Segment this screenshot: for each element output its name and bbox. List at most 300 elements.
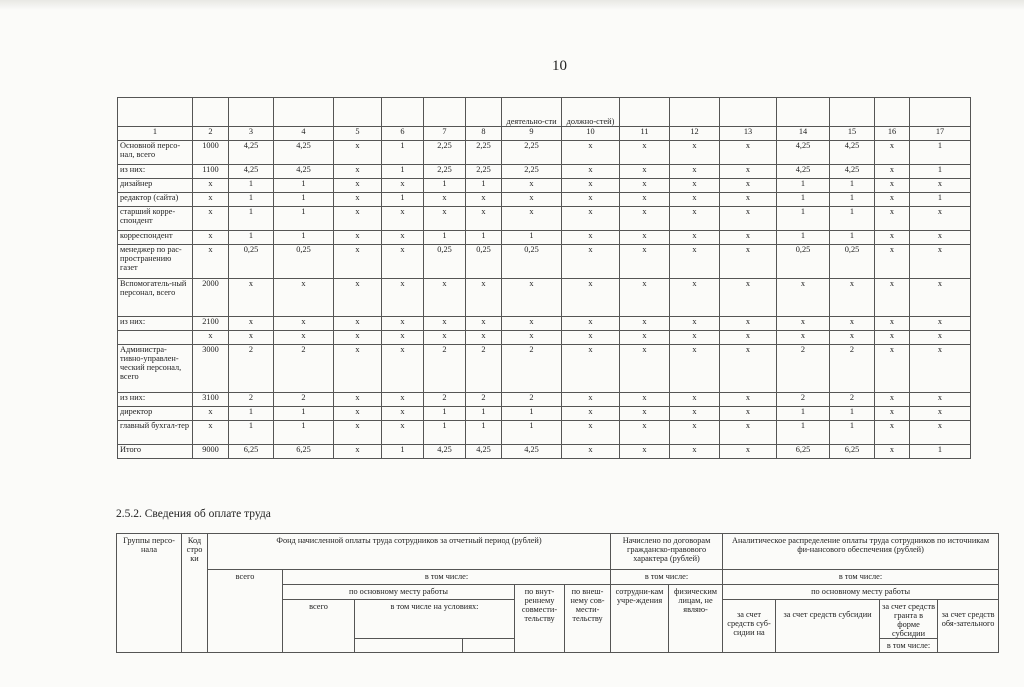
row-label: Вспомогатель-ный персонал, всего (118, 279, 193, 317)
cell: 2 (502, 393, 562, 407)
cell: 2,25 (466, 141, 502, 165)
cell: 1 (229, 179, 274, 193)
cell: x (334, 193, 382, 207)
cell: x (720, 345, 777, 393)
cell: 1 (777, 421, 830, 445)
cell: 17 (910, 127, 971, 141)
cell: x (193, 331, 229, 345)
cell: x (562, 245, 620, 279)
cell: x (720, 445, 777, 459)
cell: x (875, 207, 910, 231)
cell: x (670, 193, 720, 207)
cell: 2 (424, 393, 466, 407)
cell: 2 (229, 393, 274, 407)
cell: x (875, 393, 910, 407)
row-label: 1 (118, 127, 193, 141)
header-row (118, 98, 971, 127)
cell: x (720, 421, 777, 445)
cell: 1 (910, 141, 971, 165)
cell: x (382, 421, 424, 445)
table-row (118, 317, 971, 331)
header-main-place: по основному месту работы (283, 585, 515, 600)
cell: x (670, 421, 720, 445)
cell: 1 (777, 179, 830, 193)
cell: x (670, 231, 720, 245)
cell: x (720, 231, 777, 245)
staff-table (117, 97, 971, 459)
cell: x (562, 231, 620, 245)
cell: x (875, 421, 910, 445)
cell: деятельно-сти (502, 98, 562, 127)
cell: 4,25 (274, 141, 334, 165)
cell: x (910, 421, 971, 445)
table-row (118, 345, 971, 393)
cell: 9000 (193, 445, 229, 459)
table-row (118, 165, 971, 179)
cell: x (875, 231, 910, 245)
cell: 1 (466, 231, 502, 245)
header-subsidy-task: за счет средств суб-сидии на (723, 600, 776, 653)
cell: 2 (466, 393, 502, 407)
table-row (118, 331, 971, 345)
row-label: старший корре-спондент (118, 207, 193, 231)
cell: 16 (875, 127, 910, 141)
cell: 0,25 (777, 245, 830, 279)
cell: 4,25 (424, 445, 466, 459)
header-total: всего (208, 570, 283, 653)
cell (670, 98, 720, 127)
cell: 4,25 (777, 165, 830, 179)
row-label: Итого (118, 445, 193, 459)
row-label: корреспондент (118, 231, 193, 245)
header-subtotal: всего (283, 600, 355, 653)
cell: x (334, 445, 382, 459)
cell: x (620, 317, 670, 331)
cell: x (910, 279, 971, 317)
cell: x (424, 193, 466, 207)
cell: 1 (382, 193, 424, 207)
empty-cell (463, 639, 515, 653)
cell: x (562, 331, 620, 345)
row-label: из них: (118, 165, 193, 179)
table-row (118, 421, 971, 445)
cell: x (720, 331, 777, 345)
cell: x (620, 179, 670, 193)
cell: 2 (229, 345, 274, 393)
cell: 1 (466, 407, 502, 421)
scan-edge-shadow (0, 0, 1024, 10)
cell: x (502, 279, 562, 317)
header-grant: за счет средств гранта в форме субсидии (880, 600, 938, 639)
cell: x (334, 231, 382, 245)
cell: 5 (334, 127, 382, 141)
cell: 1 (229, 193, 274, 207)
table-row (118, 207, 971, 231)
cell: 8 (466, 127, 502, 141)
cell: x (910, 179, 971, 193)
cell: x (502, 317, 562, 331)
cell: x (502, 179, 562, 193)
cell: x (720, 179, 777, 193)
cell: 14 (777, 127, 830, 141)
cell: x (720, 165, 777, 179)
cell: x (562, 421, 620, 445)
cell: x (193, 407, 229, 421)
header-groups: Группы персо-нала (117, 534, 182, 653)
cell: x (334, 179, 382, 193)
cell: x (777, 317, 830, 331)
cell: 1 (229, 207, 274, 231)
header-employees: сотрудни-кам учре-ждения (611, 585, 669, 653)
cell: x (334, 207, 382, 231)
cell: x (334, 279, 382, 317)
cell: 1 (229, 421, 274, 445)
cell: 1 (830, 207, 875, 231)
cell: x (382, 331, 424, 345)
cell: x (562, 193, 620, 207)
cell: 4 (274, 127, 334, 141)
cell: x (875, 179, 910, 193)
row-label: из них: (118, 393, 193, 407)
table-row (118, 179, 971, 193)
cell: x (777, 279, 830, 317)
empty-cell (355, 639, 463, 653)
cell: x (334, 317, 382, 331)
cell: 1 (502, 231, 562, 245)
cell: 1 (424, 179, 466, 193)
header-grant-including: в том числе: (880, 639, 938, 653)
cell: x (466, 317, 502, 331)
cell: 2,25 (424, 165, 466, 179)
header-conditions: в том числе на условиях: (355, 600, 515, 639)
cell: x (910, 245, 971, 279)
cell: 2 (274, 393, 334, 407)
cell: x (875, 141, 910, 165)
cell: 2 (830, 345, 875, 393)
section-title: 2.5.2. Сведения об оплате труда (116, 508, 271, 520)
cell: 6 (382, 127, 424, 141)
cell: x (620, 165, 670, 179)
table-row (118, 393, 971, 407)
cell: 2 (274, 345, 334, 393)
cell (777, 98, 830, 127)
cell: 1 (777, 407, 830, 421)
cell: x (875, 407, 910, 421)
cell: x (334, 245, 382, 279)
cell: 3 (229, 127, 274, 141)
row-label: Основной персо-нал, всего (118, 141, 193, 165)
cell: 1 (830, 407, 875, 421)
cell: x (562, 317, 620, 331)
cell (193, 98, 229, 127)
cell: 9 (502, 127, 562, 141)
cell: x (620, 193, 670, 207)
cell: x (875, 331, 910, 345)
cell: 0,25 (424, 245, 466, 279)
column-numbers-row (118, 127, 971, 141)
cell (466, 98, 502, 127)
cell: x (620, 141, 670, 165)
cell: x (875, 279, 910, 317)
cell: x (466, 193, 502, 207)
cell: 1 (274, 193, 334, 207)
cell: x (720, 207, 777, 231)
cell: 2 (502, 345, 562, 393)
cell (229, 98, 274, 127)
row-label (118, 331, 193, 345)
cell: x (830, 317, 875, 331)
cell: 2,25 (424, 141, 466, 165)
cell: x (562, 279, 620, 317)
cell: 7 (424, 127, 466, 141)
cell: x (875, 245, 910, 279)
cell: 1 (830, 179, 875, 193)
cell: x (910, 317, 971, 331)
cell: x (670, 393, 720, 407)
cell: 0,25 (502, 245, 562, 279)
cell: 2000 (193, 279, 229, 317)
cell: x (910, 331, 971, 345)
header-subsidy: за счет средств субсидии (776, 600, 880, 653)
cell: x (562, 141, 620, 165)
cell: 1 (274, 421, 334, 445)
cell: 11 (620, 127, 670, 141)
cell: x (720, 279, 777, 317)
cell: 0,25 (466, 245, 502, 279)
cell (334, 98, 382, 127)
cell: 4,25 (830, 165, 875, 179)
cell: 2 (466, 345, 502, 393)
cell: x (875, 445, 910, 459)
cell: x (562, 165, 620, 179)
cell (382, 98, 424, 127)
cell: 4,25 (502, 445, 562, 459)
cell: 2,25 (466, 165, 502, 179)
cell: 10 (562, 127, 620, 141)
cell (875, 98, 910, 127)
cell: x (720, 141, 777, 165)
cell: x (382, 407, 424, 421)
cell: должно-стей) (562, 98, 620, 127)
cell: x (382, 231, 424, 245)
row-label: дизайнер (118, 179, 193, 193)
cell: x (424, 317, 466, 331)
cell: 2 (830, 393, 875, 407)
cell: 1 (910, 165, 971, 179)
cell: 3100 (193, 393, 229, 407)
cell: x (670, 445, 720, 459)
cell: 0,25 (830, 245, 875, 279)
cell: x (910, 207, 971, 231)
cell: x (620, 279, 670, 317)
cell: 1 (424, 421, 466, 445)
cell: 6,25 (229, 445, 274, 459)
cell: x (382, 317, 424, 331)
cell: x (910, 407, 971, 421)
cell: x (670, 317, 720, 331)
cell: 4,25 (274, 165, 334, 179)
cell: x (620, 407, 670, 421)
cell: x (274, 331, 334, 345)
cell: x (193, 231, 229, 245)
cell: x (502, 193, 562, 207)
cell (274, 98, 334, 127)
cell: 1 (777, 193, 830, 207)
cell: x (382, 279, 424, 317)
pay-table (116, 533, 999, 653)
cell: 4,25 (229, 141, 274, 165)
header-external: по внеш-нему сов-мести-тельству (565, 585, 611, 653)
cell: 1 (777, 207, 830, 231)
row-label: менеджер по рас-пространению газет (118, 245, 193, 279)
cell: x (620, 445, 670, 459)
header-contracts: Начислено по договорам гражданско-правового характера (рублей) (611, 534, 723, 570)
header-fund: Фонд начисленной оплаты труда сотрудников за отчетный период (рублей) (208, 534, 611, 570)
cell: x (193, 245, 229, 279)
cell: 12 (670, 127, 720, 141)
cell: 4,25 (229, 165, 274, 179)
cell: x (193, 193, 229, 207)
header-main-place: по основному месту работы (723, 585, 999, 600)
cell: 2 (193, 127, 229, 141)
cell: 1 (777, 231, 830, 245)
header-internal: по внут-реннему совмести-тельству (515, 585, 565, 653)
cell: 2,25 (502, 141, 562, 165)
cell: 4,25 (777, 141, 830, 165)
cell: x (720, 245, 777, 279)
cell: 6,25 (274, 445, 334, 459)
cell: x (875, 165, 910, 179)
cell (720, 98, 777, 127)
cell: 1100 (193, 165, 229, 179)
table-row (118, 193, 971, 207)
cell: x (382, 245, 424, 279)
cell: x (670, 345, 720, 393)
cell: x (875, 317, 910, 331)
cell: x (670, 407, 720, 421)
cell: x (424, 207, 466, 231)
table-row (118, 407, 971, 421)
cell: x (720, 407, 777, 421)
cell: x (720, 393, 777, 407)
cell: 1 (382, 165, 424, 179)
cell: x (334, 393, 382, 407)
cell: 1 (910, 193, 971, 207)
cell: 1 (910, 445, 971, 459)
cell: x (562, 445, 620, 459)
row-label (118, 98, 193, 127)
cell: 1 (382, 445, 424, 459)
header-mandatory: за счет средств обя-зательного (938, 600, 999, 653)
row-label: из них: (118, 317, 193, 331)
cell: 1000 (193, 141, 229, 165)
cell: x (830, 279, 875, 317)
cell: x (910, 231, 971, 245)
cell: 2100 (193, 317, 229, 331)
cell: 0,25 (274, 245, 334, 279)
cell: x (562, 407, 620, 421)
cell: x (670, 279, 720, 317)
cell: 2 (777, 345, 830, 393)
header-analytic: Аналитическое распределение оплаты труда сотрудников по источникам фи-нансового обеспечения (рублей) (723, 534, 999, 570)
header-including: в том числе: (723, 570, 999, 585)
cell: x (274, 279, 334, 317)
table-row (118, 231, 971, 245)
cell (620, 98, 670, 127)
cell: x (670, 331, 720, 345)
cell: x (670, 165, 720, 179)
cell: 1 (229, 407, 274, 421)
row-label: Администра-тивно-управлен-ческий персонал, всего (118, 345, 193, 393)
cell: 1 (466, 179, 502, 193)
cell: x (562, 345, 620, 393)
cell: x (830, 331, 875, 345)
cell: x (875, 345, 910, 393)
cell: x (620, 231, 670, 245)
cell: x (620, 345, 670, 393)
cell: 1 (424, 231, 466, 245)
cell: x (334, 407, 382, 421)
header-including: в том числе: (283, 570, 611, 585)
cell: 1 (274, 407, 334, 421)
cell: x (670, 179, 720, 193)
cell: 1 (274, 231, 334, 245)
cell: 2,25 (502, 165, 562, 179)
cell: 0,25 (229, 245, 274, 279)
cell: 1 (502, 407, 562, 421)
cell: x (382, 345, 424, 393)
cell: 1 (830, 231, 875, 245)
cell: x (334, 331, 382, 345)
cell: x (620, 245, 670, 279)
cell: 15 (830, 127, 875, 141)
cell: 2 (424, 345, 466, 393)
cell: 4,25 (830, 141, 875, 165)
cell (910, 98, 971, 127)
cell: x (334, 421, 382, 445)
cell: x (382, 393, 424, 407)
cell: 1 (830, 193, 875, 207)
header-code: Код стро ки (182, 534, 208, 653)
cell: 1 (830, 421, 875, 445)
table-row (118, 245, 971, 279)
cell: x (229, 317, 274, 331)
row-label: редактор (сайта) (118, 193, 193, 207)
cell: x (620, 331, 670, 345)
cell: x (334, 141, 382, 165)
cell: x (875, 193, 910, 207)
cell: x (382, 179, 424, 193)
cell: x (910, 345, 971, 393)
cell: x (670, 245, 720, 279)
cell: x (720, 317, 777, 331)
cell: 1 (382, 141, 424, 165)
cell: x (466, 279, 502, 317)
cell: 6,25 (830, 445, 875, 459)
cell: x (274, 317, 334, 331)
cell: 1 (502, 421, 562, 445)
page-number: 10 (552, 58, 567, 74)
cell: x (424, 279, 466, 317)
cell: x (193, 421, 229, 445)
cell: x (670, 141, 720, 165)
cell: 3000 (193, 345, 229, 393)
cell: 4,25 (466, 445, 502, 459)
cell: 13 (720, 127, 777, 141)
cell: 6,25 (777, 445, 830, 459)
table-row (118, 141, 971, 165)
cell: x (193, 207, 229, 231)
